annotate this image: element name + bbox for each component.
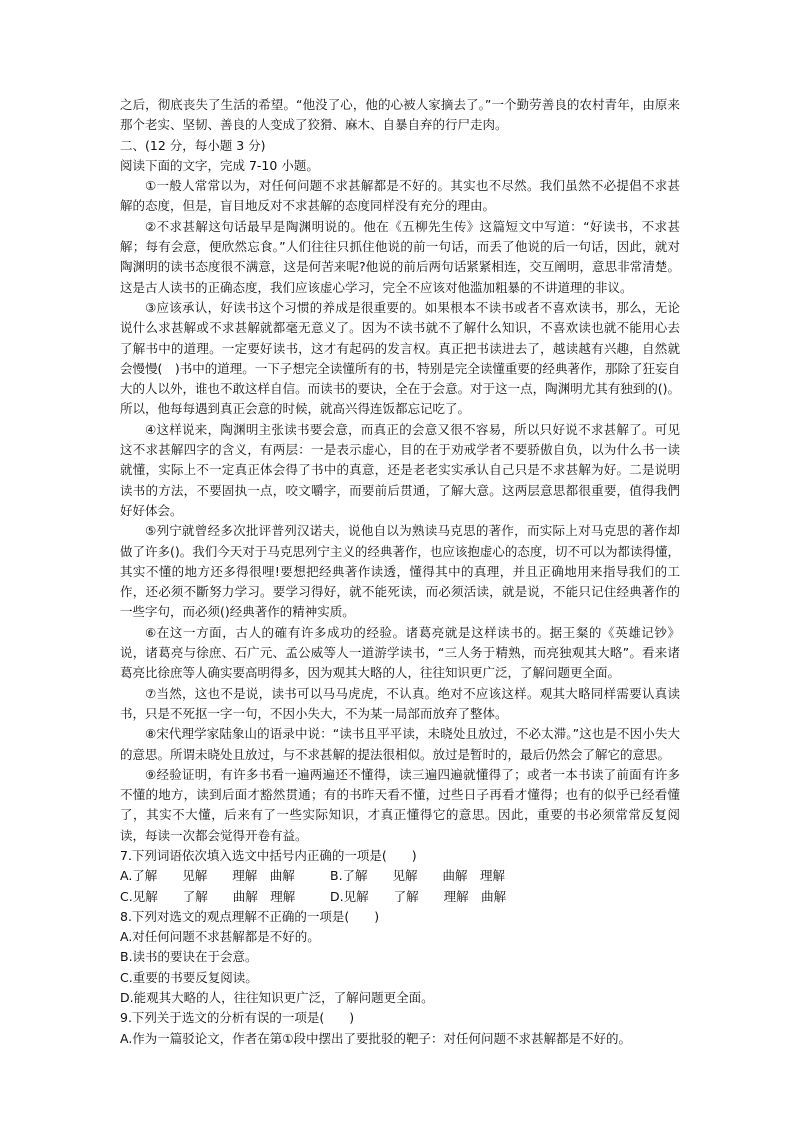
question-7-stem: 7.下列词语依次填入选文中括号内正确的一项是( ) bbox=[120, 847, 417, 863]
paragraph-5: ⑤列宁就曾经多次批评普列汉诺夫，说他自以为熟读马克思的著作，而实际上对马克思的著作却做了许多()。我们今天对于马克思列宁主义的经典著作，也应该抱虚心的态度，切不可以为都读得懂，其实不懂的地方还多得很哩!要想把经典著作读透，懂得其中的真理，并且正确地用来指导我们的工作，还必须不斷努力学习。要学习得好，就不能死读，而必须活读，就是说，不能只记住经典著作的一些字句，而必须()经典著作的精神实质。 bbox=[120, 523, 680, 620]
paragraph-7: ⑦当然，这也不是说，读书可以马马虎虎，不认真。绝对不应该这样。观其大略同样需要认真读书，只是不死抠一字一句，不因小失大，不为某一局部而放弃了整体。 bbox=[120, 685, 680, 721]
question-7-options-row-2 bbox=[120, 887, 680, 907]
question-8-option-b: B.读书的要诀在于会意。 bbox=[120, 949, 258, 965]
question-9-option-a: A.作为一篇驳论文，作者在第①段中摆出了要批驳的靶子：对任何问题不求甚解都是不好的。 bbox=[120, 1030, 632, 1046]
paragraph-3: ③应该承认，好读书这个习惯的养成是很重要的。如果根本不读书或者不喜欢读书，那么，无论说什么求甚解或不求甚解就都毫无意义了。因为不读书就不了解什么知识，不喜欢读也就不能用心去了解书中的道理。一定要好读书，这才有起码的发言权。真正把书读进去了，越读越有兴趣，自然就会慢慢( )书中的道理。一下子想完全读懂所有的书，特别是完全读懂重要的经典著作，那除了狂妄自大的人以外，谁也不敢这样自信。而读书的要诀，全在于会意。对于这一点，陶渊明尤其有独到的()。所以，他每每遇到真正会意的时候，就高兴得连饭都忘记吃了。 bbox=[120, 299, 680, 417]
question-7-option-b: B.了解 见解 曲解 理解 bbox=[330, 868, 506, 884]
question-8-option-d: D.能观其大略的人，往往知识更广泛，了解问题更全面。 bbox=[120, 990, 434, 1006]
section-header: 二、(12 分，每小题 3 分) bbox=[120, 137, 266, 153]
reading-instruction: 阅读下面的文字，完成 7-10 小题。 bbox=[120, 157, 319, 173]
document-page bbox=[120, 95, 680, 1049]
question-8-stem: 8.下列对选文的观点理解不正确的一项是( ) bbox=[120, 908, 380, 924]
question-8-option-a: A.对任何问题不求甚解都是不好的。 bbox=[120, 929, 320, 945]
paragraph-8: ⑧宋代理学家陆象山的语录中说：“读书且平平读，未晓处且放过，不必太滞。”这也是不因小失大的意思。所谓未晓处且放过，与不求甚解的提法很相似。放过是暂时的，最后仍然会了解它的意思。 bbox=[120, 726, 680, 762]
question-7-option-d: D.见解 了解 理解 曲解 bbox=[330, 888, 507, 904]
question-9-stem: 9.下列关于选文的分析有误的一项是( ) bbox=[120, 1010, 355, 1026]
question-7-option-a: A.了解 见解 理解 曲解 bbox=[120, 868, 295, 884]
paragraph-9: ⑨经验证明，有许多书看一遍两遍还不懂得，读三遍四遍就懂得了；或者一本书读了前面有许多不懂的地方，读到后面才豁然贯通；有的书昨天看不懂，过些日子再看才懂得；也有的似乎已经看懂了，其实不大懂，后来有了一些实际知识，才真正懂得它的意思。因此，重要的书必须常常反复阅读，每读一次都会觉得开卷有益。 bbox=[120, 766, 680, 843]
question-7-option-c: C.见解 了解 曲解 理解 bbox=[120, 888, 296, 904]
paragraph-1: ①一般人常常以为，对任何问题不求甚解都是不好的。其实也不尽然。我们虽然不必提倡不求甚解的态度，但是，盲目地反对不求甚解的态度同样没有充分的理由。 bbox=[120, 178, 680, 214]
question-8-option-c: C.重要的书要反复阅读。 bbox=[120, 969, 258, 985]
paragraph-4: ④这样说来，陶渊明主张读书要会意，而真正的会意又很不容易，所以只好说不求甚解了。可见这不求甚解四字的含义，有两层：一是表示虚心，目的在于劝戒学者不要骄傲自负，以为什么书一读就懂，实际上不一定真正体会得了书中的真意，还是老老实实承认自己只是不求甚解为好。二是说明读书的方法，不要固执一点，咬文嚼字，而要前后贯通，了解大意。这两层意思都很重要，值得我們好好体会。 bbox=[120, 421, 680, 518]
intro-text: 之后，彻底丧失了生活的希望。“他没了心，他的心被人家摘去了。”一个勤劳善良的农村青年，由原来那个老实、坚韧、善良的人变成了狡猾、麻木、自暴自弃的行尸走肉。 bbox=[120, 97, 680, 133]
paragraph-6: ⑥在这一方面，古人的確有许多成功的经验。诸葛亮就是这样读书的。据王粲的《英雄记钞》说，诸葛亮与徐庶、石广元、孟公威等人一道游学读书，“三人务于精熟，而亮独观其大略”。看来诸葛亮比徐庶等人确实要高明得多，因为观其大略的人，往往知识更广泛，了解问题更全面。 bbox=[120, 624, 680, 681]
question-7-options-row-1 bbox=[120, 866, 680, 886]
paragraph-2: ②不求甚解这句话最早是陶渊明说的。他在《五柳先生传》这篇短文中写道：“好读书，不求甚解；每有会意，便欣然忘食。”人们往往只抓住他说的前一句话，而丢了他说的后一句话，因此，就对陶渊明的读书态度很不满意，这是何苦来呢?他说的前后两句话紧紧相连，交互阐明，意思非常清楚。这是古人读书的正确态度，我们应该虚心学习，完全不应该对他滥加粗暴的不讲道理的非议。 bbox=[120, 218, 680, 295]
